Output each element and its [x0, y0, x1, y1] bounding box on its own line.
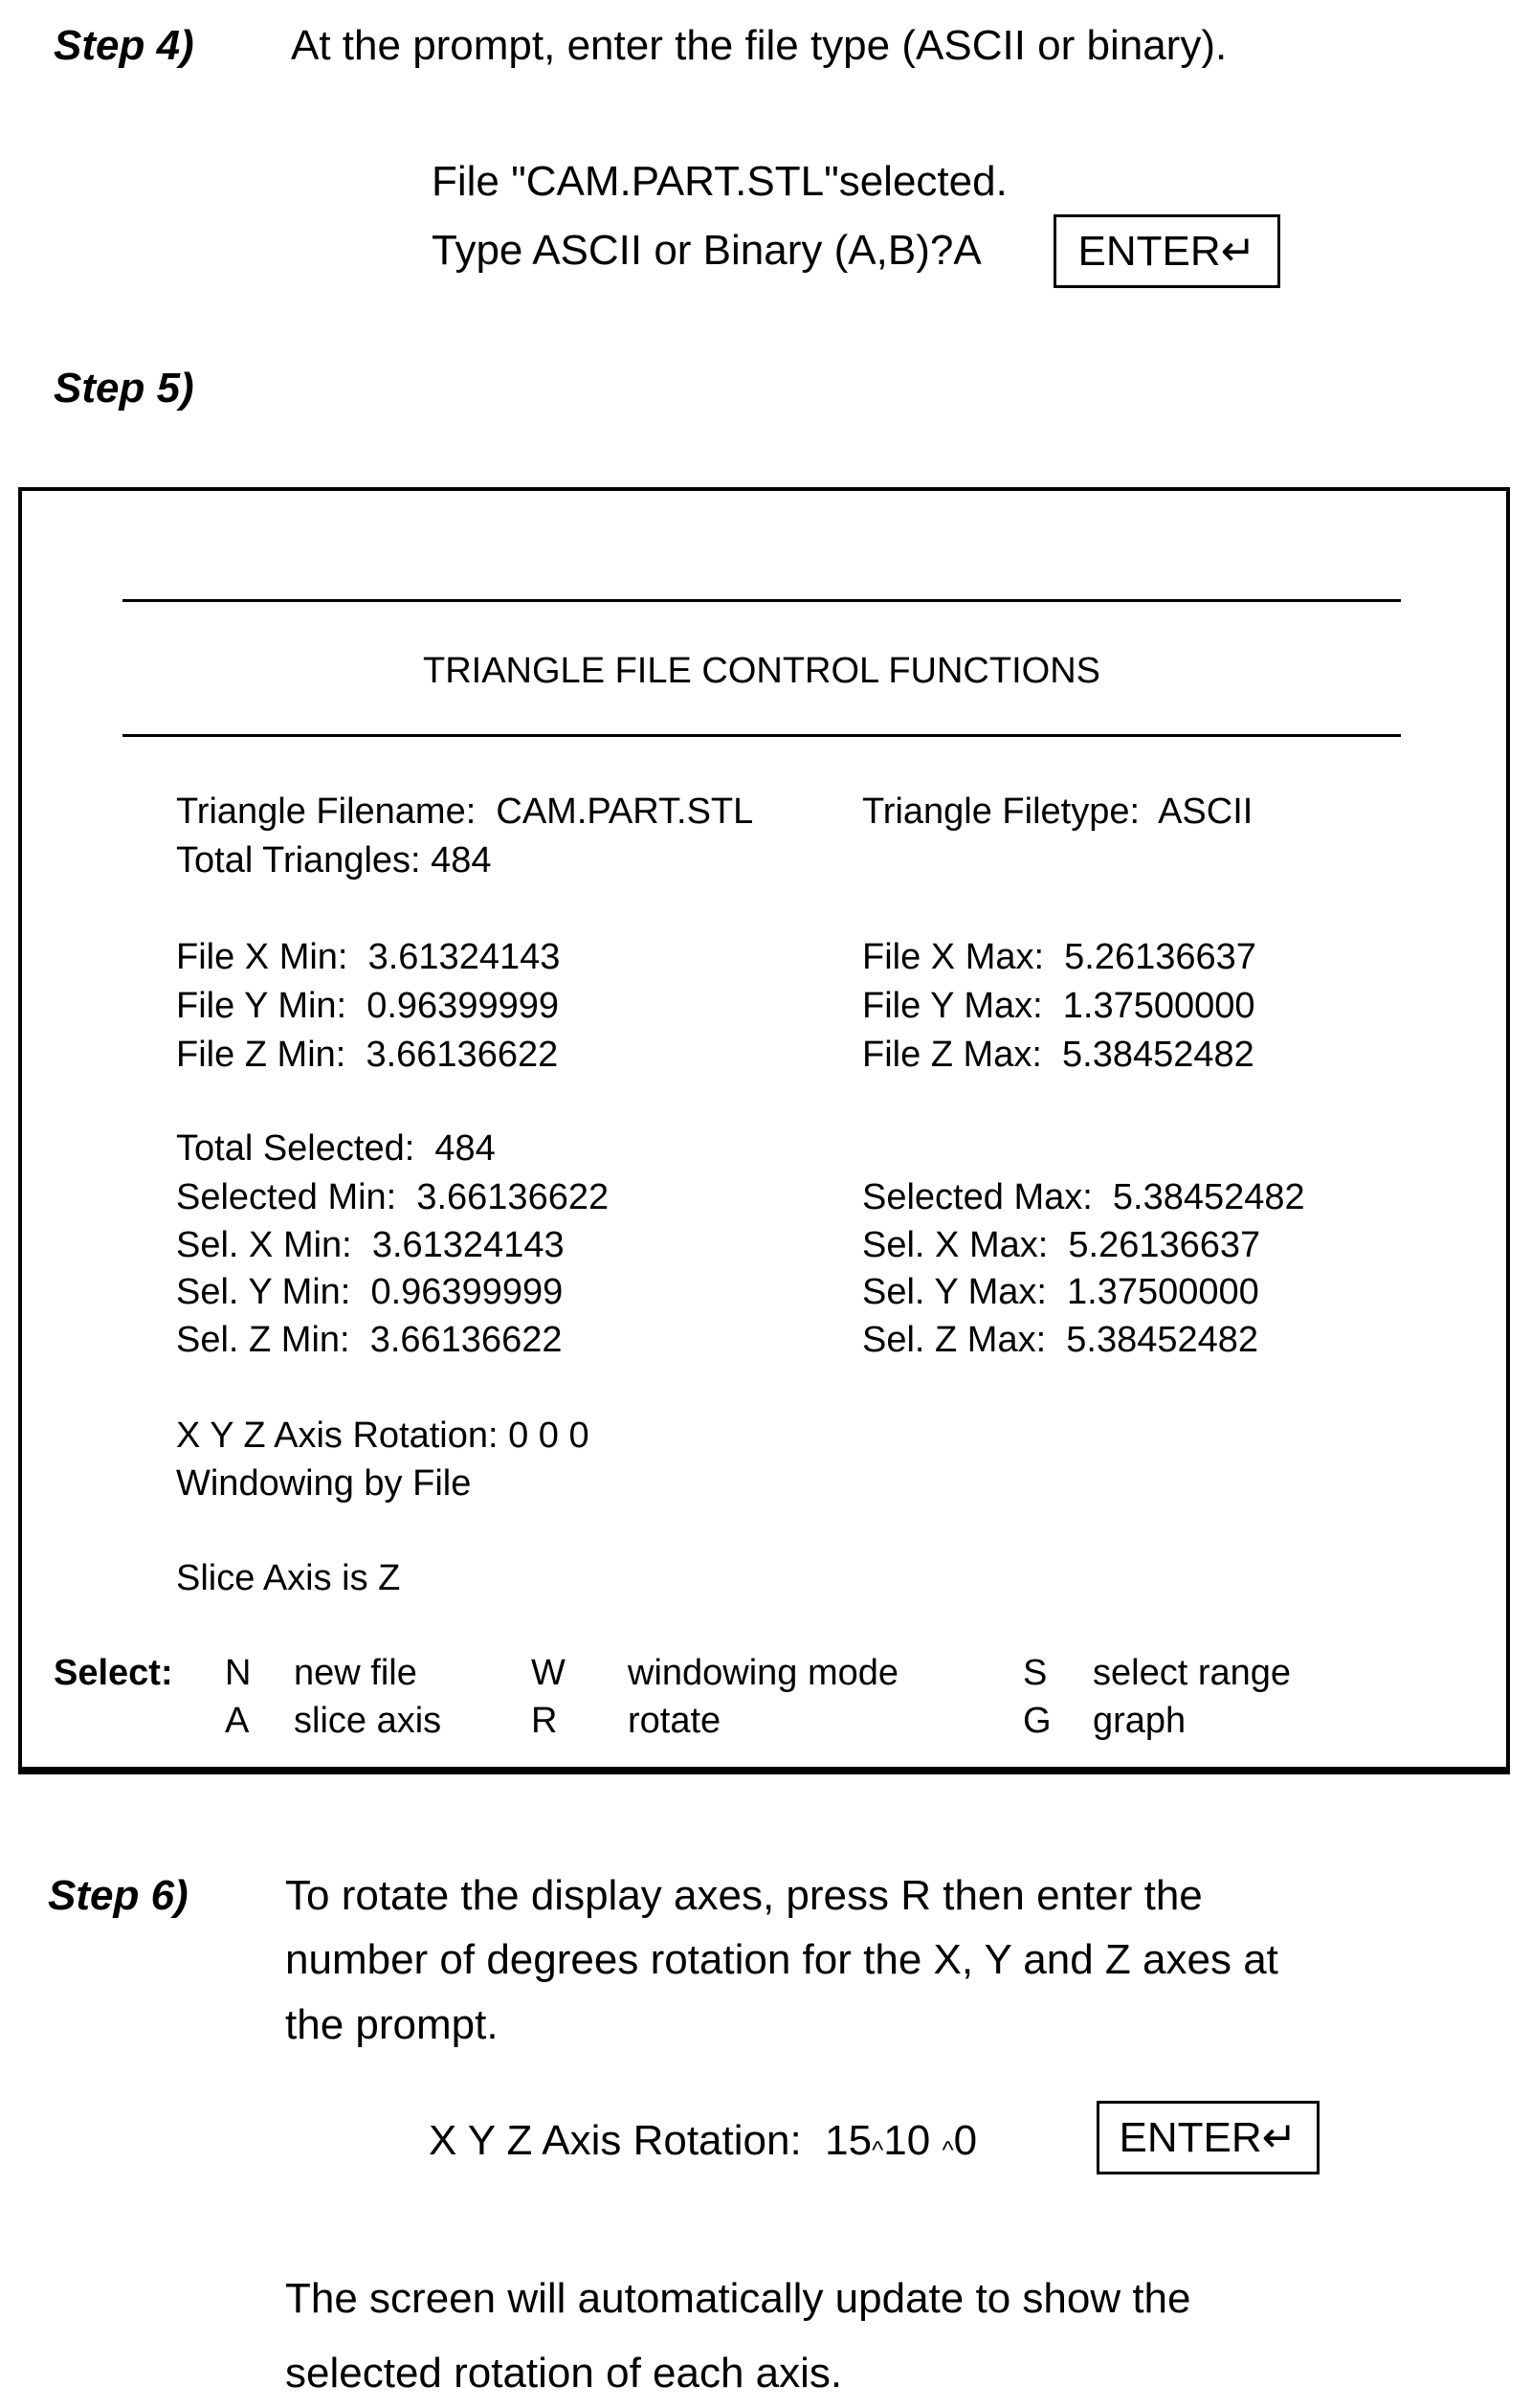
enter-key — [1097, 2101, 1320, 2174]
selected-min: Selected Min: 3.66136622 — [176, 1179, 609, 1215]
filetype: Triangle Filetype: ASCII — [862, 793, 1253, 830]
sel-z-max: Sel. Z Max: 5.38452482 — [862, 1322, 1258, 1358]
menu-windowing-mode[interactable]: windowing mode — [628, 1655, 899, 1691]
sel-y-max: Sel. Y Max: 1.37500000 — [862, 1274, 1259, 1310]
sel-y-min: Sel. Y Min: 0.96399999 — [176, 1274, 563, 1310]
result-line-1: The screen will automatically update to show the — [285, 2278, 1191, 2320]
space-caret: ^ — [942, 2135, 953, 2164]
menu-slice-axis[interactable]: slice axis — [294, 1703, 441, 1739]
file-x-max: File X Max: 5.26136637 — [862, 939, 1256, 975]
step-5-label: Step 5) — [54, 368, 194, 410]
menu-graph[interactable]: graph — [1093, 1703, 1186, 1739]
return-arrow-icon: ↵ — [1221, 227, 1256, 276]
result-line-2: selected rotation of each axis. — [285, 2352, 842, 2395]
step-6-line-2: number of degrees rotation for the X, Y and Z axes at — [285, 1939, 1278, 1981]
enter-key — [1054, 214, 1280, 288]
menu-rotate[interactable]: rotate — [628, 1703, 721, 1739]
step-6-label: Step 6) — [48, 1875, 189, 1917]
screen-selected-file: File "CAM.PART.STL"selected. — [432, 161, 1008, 203]
menu-new-file[interactable]: new file — [294, 1655, 417, 1691]
return-arrow-icon: ↵ — [1262, 2113, 1298, 2162]
selected-max: Selected Max: 5.38452482 — [862, 1179, 1305, 1215]
screen-type-prompt: Type ASCII or Binary (A,B)?A — [432, 230, 982, 272]
menu-key-s[interactable]: S — [1023, 1655, 1047, 1691]
axis-rotation: X Y Z Axis Rotation: 0 0 0 — [176, 1417, 589, 1454]
file-z-min: File Z Min: 3.66136622 — [176, 1037, 558, 1073]
slice-axis: Slice Axis is Z — [176, 1560, 400, 1596]
step-4-text: At the prompt, enter the file type (ASCII or binary). — [291, 25, 1227, 67]
sel-z-min: Sel. Z Min: 3.66136622 — [176, 1322, 562, 1358]
file-z-max: File Z Max: 5.38452482 — [862, 1037, 1254, 1073]
step-6-line-3: the prompt. — [285, 2004, 499, 2046]
menu-key-r[interactable]: R — [531, 1703, 557, 1739]
sel-x-min: Sel. X Min: 3.61324143 — [176, 1227, 565, 1263]
space-caret: ^ — [872, 2135, 883, 2164]
enter-key-label: ENTER — [1120, 2114, 1262, 2162]
step-4-label: Step 4) — [54, 25, 194, 67]
menu-key-n[interactable]: N — [225, 1655, 251, 1691]
menu-key-a[interactable]: A — [225, 1703, 249, 1739]
screen-title: TRIANGLE FILE CONTROL FUNCTIONS — [0, 653, 1523, 689]
total-selected: Total Selected: 484 — [176, 1130, 496, 1167]
rotation-y-value: 10 — [883, 2117, 942, 2164]
filename: Triangle Filename: CAM.PART.STL — [176, 793, 753, 830]
divider — [122, 734, 1401, 737]
rotation-z-value: 0 — [954, 2117, 977, 2164]
select-label: Select: — [54, 1655, 173, 1691]
total-triangles: Total Triangles: 484 — [176, 842, 492, 879]
file-y-max: File Y Max: 1.37500000 — [862, 988, 1255, 1024]
step-6-line-1: To rotate the display axes, press R then enter the — [285, 1875, 1203, 1917]
menu-key-g[interactable]: G — [1023, 1703, 1052, 1739]
file-x-min: File X Min: 3.61324143 — [176, 939, 560, 975]
rotation-prompt — [429, 2120, 977, 2162]
file-y-min: File Y Min: 0.96399999 — [176, 988, 559, 1024]
enter-key-label: ENTER — [1078, 228, 1221, 276]
rotation-prompt-label: X Y Z Axis Rotation: 15 — [429, 2117, 872, 2164]
menu-select-range[interactable]: select range — [1093, 1655, 1291, 1691]
windowing-mode: Windowing by File — [176, 1465, 471, 1502]
divider — [122, 599, 1401, 602]
sel-x-max: Sel. X Max: 5.26136637 — [862, 1227, 1260, 1263]
menu-key-w[interactable]: W — [531, 1655, 566, 1691]
